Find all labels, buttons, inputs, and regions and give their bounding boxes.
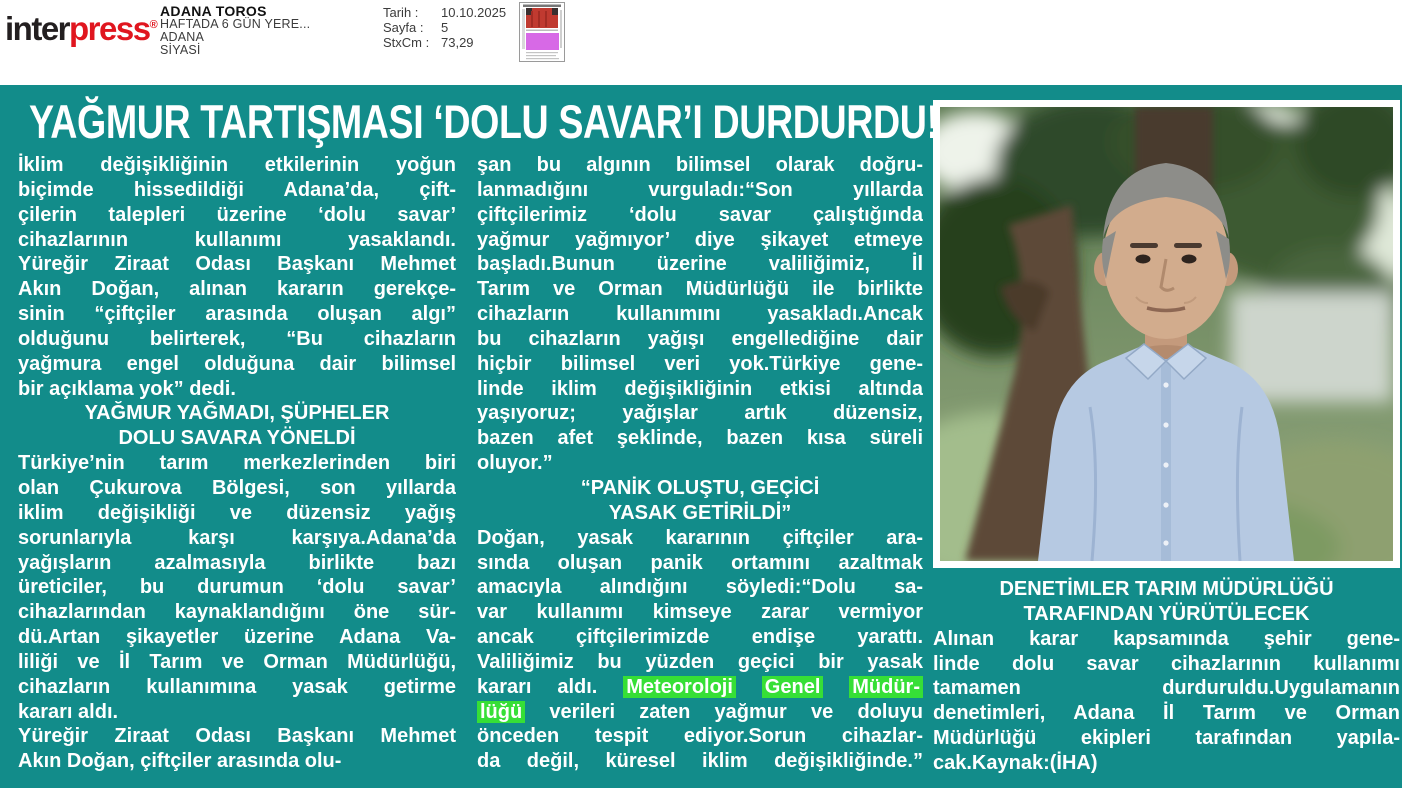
article-line: üreticiler, bu durumun ‘dolu savar’ (18, 576, 456, 599)
highlighted-text: lüğü (477, 701, 525, 723)
article-line: sında oluşan panik ortamını azaltmak (477, 551, 923, 574)
article-line: biçimde hissedildiği Adana’da, çift- (18, 178, 456, 201)
interpress-logo (5, 8, 158, 46)
article-line: Müdürlüğü ekipleri tarafından yapıla- (933, 727, 1400, 750)
article-line: amacıyla alındığını söyledi:“Dolu sa- (477, 576, 923, 599)
article-line: olduğunu belirterek, “Bu cihazların (18, 327, 456, 350)
page-right-margin (1402, 85, 1409, 788)
article-line: oluyor.” (477, 452, 553, 475)
article-line: kararı aldı. (18, 700, 119, 723)
article-line: bazen afet şeklinde, bazen kısa süreli (477, 427, 923, 450)
article-line: dü.Artan şikayetler üzerine Adana Va- (18, 626, 456, 649)
highlighted-text: Meteoroloji (623, 676, 736, 698)
highlighted-text: Müdür- (849, 676, 923, 698)
article-line: Tarım ve Orman Müdürlüğü ile birlikte (477, 278, 923, 301)
subheading-line: DOLU SAVARA YÖNELDİ (118, 427, 356, 450)
article-line: İklim değişikliğinin etkilerinin yoğun (18, 154, 456, 176)
article-line: çilerin talepleri üzerine ‘dolu savar’ (18, 203, 456, 226)
article-line: yağışların azalmasıyla birlikte bazı (18, 551, 456, 574)
publication-category: SİYASİ (160, 43, 201, 57)
article-line: linde iklim değişikliğinin etkisi altında (477, 377, 923, 400)
article-line: şan bu algının bilimsel olarak doğru- (477, 154, 923, 176)
stxcm-value: 73,29 (441, 35, 474, 50)
clipping-header (0, 0, 1409, 85)
photo-caption-and-text (933, 577, 1400, 776)
article-line: önceden tespit ediyor.Sorun cihazlar- (477, 725, 923, 748)
article-line: Yüreğir Ziraat Odası Başkanı Mehmet (18, 253, 456, 276)
article-line: yaşıyoruz; yağışlar artık düzensiz, (477, 402, 923, 425)
clipping-meta (383, 5, 506, 50)
article-line: sinin “çiftçiler arasında oluşan algı” (18, 303, 456, 326)
article-column-3 (933, 100, 1400, 776)
article-line: hiçbir bilimsel veri yok.Türkiye gene- (477, 352, 923, 375)
article-line: lanmadığını vurguladı:“Son yıllarda (477, 178, 923, 201)
article-line: bu cihazların yağışı engellediğine dair (477, 327, 923, 350)
logo-text-black: inter (5, 10, 70, 47)
meta-row-page (383, 20, 506, 35)
article-line: bir açıklama yok” dedi. (18, 377, 236, 400)
article-line: başladı.Bunun üzerine valiliğimiz, İl (477, 253, 923, 276)
article-line: denetimleri, Adana İl Tarım ve Orman (933, 702, 1400, 725)
meta-row-stxcm (383, 35, 506, 50)
article-line: ancak çiftçilerimizde endişe yarattı. (477, 626, 923, 649)
article-line: Akın Doğan, çiftçiler arasında olu- (18, 750, 342, 773)
article-line: Yüreğir Ziraat Odası Başkanı Mehmet (18, 725, 456, 748)
article-line: cihazlarından kaynaklandığını öne sür- (18, 601, 456, 624)
publication-name: ADANA TOROS (160, 3, 267, 19)
article-line: cak.Kaynak:(İHA) (933, 751, 1098, 774)
article-line: Türkiye’nin tarım merkezlerinden biri (18, 452, 456, 475)
article-line: da değil, küresel iklim değişikliğinde.” (477, 750, 923, 773)
article-column-2 (477, 153, 923, 774)
article-line: Valiliğimiz bu yüzden geçici bir yasak (477, 650, 923, 673)
page-value: 5 (441, 20, 449, 35)
registered-mark: ® (149, 19, 158, 31)
article-line: iklim değişikliği ve düzensiz yağış (18, 501, 456, 524)
article-line: cihazların kullanımına yasak getirme (18, 675, 456, 698)
subheading-line: YAĞMUR YAĞMADI, ŞÜPHELER (84, 402, 390, 425)
article-line: var kullanımı kimseye zarar vermiyor (477, 601, 923, 624)
meta-row-date (383, 5, 506, 20)
article-line: lüğü verileri zaten yağmur ve doluyu (477, 700, 923, 725)
article-column-1 (18, 153, 456, 774)
date-value: 10.10.2025 (441, 5, 507, 20)
highlighted-text: Genel (762, 676, 824, 698)
article-line: Akın Doğan, alınan kararın gerekçe- (18, 278, 456, 301)
article-line: çiftçilerimiz ‘dolu savar çalıştığında (477, 203, 923, 226)
article-line: olan Çukurova Bölgesi, son yıllarda (18, 476, 456, 499)
article-line: sorunlarıyla karşı karşıya.Adana’da (18, 526, 456, 549)
logo-text-red: press (69, 10, 150, 47)
article-line: liliği ve İl Tarım ve Orman Müdürlüğü, (18, 650, 456, 673)
article-line: yağmur yağmıyor’ diye şikayet etmeye (477, 228, 923, 251)
stxcm-label: StxCm : (383, 35, 430, 50)
article-line: cihazların kullanımını yasakladı.Ancak (477, 303, 923, 326)
article-headline: YAĞMUR TARTIŞMASI ‘DOLU SAVAR’I DURDURDU! (29, 95, 939, 148)
publication-frequency: HAFTADA 6 GÜN YERE... (160, 17, 311, 31)
subheading-line: “PANİK OLUŞTU, GEÇİCİ (580, 476, 820, 499)
date-label: Tarih : (383, 5, 419, 20)
article-line: cihazlarının kullanımı yasaklandı. (18, 228, 456, 251)
article-line: linde dolu savar cihazlarının kullanımı (933, 652, 1400, 675)
newspaper-thumbnail-graphic (519, 2, 565, 62)
portrait-photo-graphic (940, 107, 1393, 561)
subheading-line: DENETİMLER TARIM MÜDÜRLÜĞÜ (999, 578, 1334, 600)
subheading-line: YASAK GETİRİLDİ” (608, 501, 792, 524)
subheading-line: TARAFINDAN YÜRÜTÜLECEK (1023, 602, 1310, 625)
publication-info (160, 5, 310, 57)
article-clipping (0, 85, 1402, 788)
article-line: Doğan, yasak kararının çiftçiler ara- (477, 526, 923, 549)
publication-city: ADANA (160, 30, 205, 44)
article-line: yağmura engel olduğuna dair bilimsel (18, 352, 456, 375)
article-photo (933, 100, 1400, 568)
article-line: kararı aldı. Meteoroloji Genel Müdür- (477, 675, 923, 700)
page-label: Sayfa : (383, 20, 424, 35)
newspaper-page-thumbnail (519, 2, 565, 62)
article-line: tamamen durduruldu.Uygulamanın (933, 677, 1400, 700)
article-line: Alınan karar kapsamında şehir gene- (933, 627, 1400, 650)
